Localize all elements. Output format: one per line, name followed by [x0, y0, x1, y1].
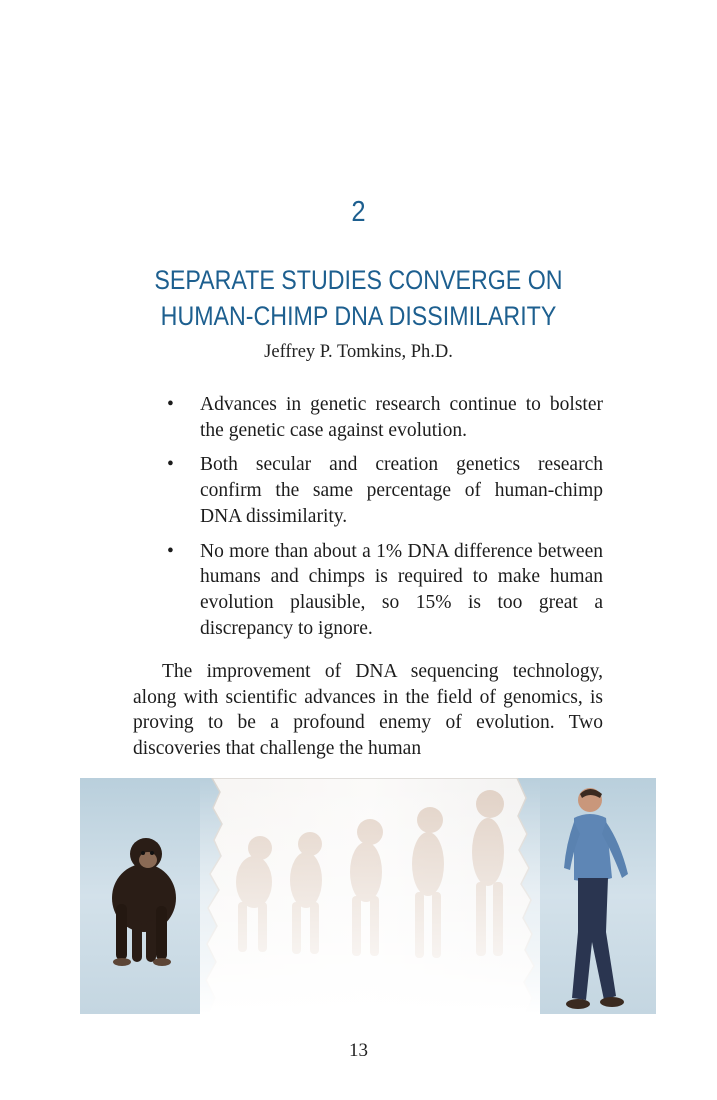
chapter-title-line-1: SEPARATE STUDIES CONVERGE ON [154, 265, 563, 295]
key-point-text: No more than about a 1% DNA difference between humans and chimps is required to make human evolution plausible, so 15% is too great a discrepancy to ignore. [200, 540, 603, 639]
key-point [163, 392, 603, 443]
key-point [163, 452, 603, 529]
illustration-graphic [80, 778, 656, 1014]
key-points-list [163, 392, 603, 650]
bullet-icon: • [167, 394, 174, 415]
bullet-icon: • [167, 454, 174, 476]
key-point [163, 539, 603, 642]
author-byline: Jeffrey P. Tomkins, Ph.D. [264, 342, 453, 362]
figure-fade-overlay [200, 778, 540, 1014]
key-point-text: Both secular and creation genetics research confirm the same percentage of human-chimp DNA dissimilarity. [200, 454, 603, 527]
bullet-icon: • [167, 540, 174, 562]
chimp-to-human-illustration [80, 778, 656, 1014]
chapter-number: 2 [351, 196, 366, 228]
page-number: 13 [349, 1040, 368, 1061]
key-point-text: Advances in genetic research continue to bolster the genetic case against evolution. [200, 394, 603, 441]
chapter-title [0, 262, 717, 334]
body-paragraph: The improvement of DNA sequencing technology, along with scientific advances in the field of genomics, is proving to be a profound enemy of evolution. Two discoveries that challenge the human [133, 661, 603, 760]
chapter-title-line-2: HUMAN-CHIMP DNA DISSIMILARITY [160, 301, 557, 331]
